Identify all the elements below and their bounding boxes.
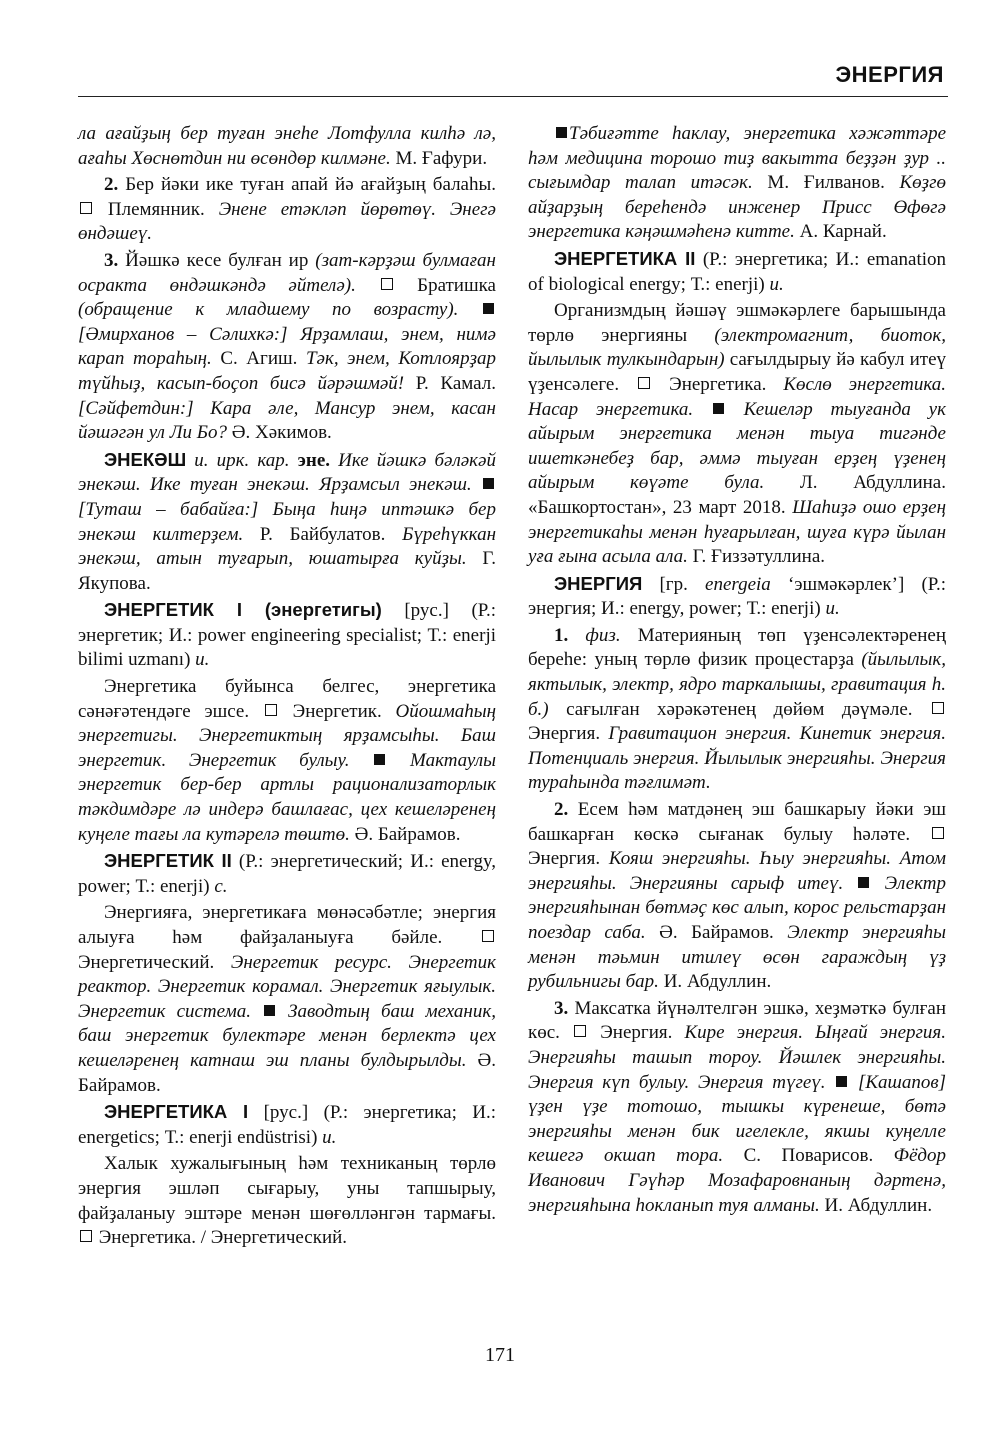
citation: И. Абдуллин. xyxy=(819,1194,933,1216)
open-square-icon xyxy=(574,1025,586,1037)
usage-note: (йылылык, яктылык, электр, ядро таркалышы, гравитация һ. б.) xyxy=(528,649,946,720)
definition: сағылған хәрәкәтенең дөйөм дәүмәле. xyxy=(548,698,930,720)
entry-energetika-1 xyxy=(78,1100,496,1150)
quote-text: Электр энергияһы менән тәьмин итилеү өсөн гараждың үҙ рубильнигы бар. xyxy=(528,922,946,993)
sense-number: 3. xyxy=(554,997,569,1019)
translation: Племянник. xyxy=(94,198,219,220)
translation: Энергетика. xyxy=(652,373,784,395)
filled-square-icon xyxy=(836,1076,847,1087)
usage-note: (обращение к младшему по возрасту). xyxy=(78,299,459,321)
cross-reference: эне. xyxy=(297,449,330,471)
definition: Максатка йүнәлтелгән эшкә, хеҙмәткә булған көс. xyxy=(528,997,946,1044)
grammar-note: с. xyxy=(214,875,228,897)
sense-number: 1. xyxy=(554,624,569,646)
grammar-note: и. ирк. кар. xyxy=(186,449,298,471)
entry-definition xyxy=(78,901,496,1098)
entry-definition xyxy=(78,1152,496,1250)
headword: ЭНЕКӘШ xyxy=(104,448,187,470)
headword: ЭНЕРГИЯ xyxy=(554,572,643,594)
headword: ЭНЕРГЕТИК I (энергетигы) xyxy=(104,599,382,621)
entry-definition xyxy=(78,675,496,847)
filled-square-icon xyxy=(483,303,494,314)
definition: Материяның төп үҙенсәлектәренең береһе: уның төрлө физик процестарҙа xyxy=(528,624,947,671)
filled-square-icon xyxy=(374,754,385,765)
definition: Есем һәм матдәнең эш башкарыу йәки эш башкарған көскә сығанак булыу һәләте. xyxy=(528,799,946,845)
example-text: ла ағайҙың бер туған энеһе Лотфулла килһә лә, ағаһы Хөснөтдин ни өсөндөр килмәне. xyxy=(78,123,496,169)
definition: Энергияға, энергетикаға мөнәсәбәтле; энергия алыуға һәм файҙаланыуға бәйле. xyxy=(78,902,496,948)
quote-text: Көҙгө айҙарҙың береһендә инженер Присс Өфөгә энергетика кәңәшмәһенә китте. xyxy=(528,172,946,243)
entry-continuation xyxy=(528,122,946,245)
citation: Ә. Байрамов. xyxy=(645,922,788,943)
page-number: 171 xyxy=(485,1344,515,1366)
example-text: Энергетик ресурс. Энергетик реактор. Энергетик корамал. Энергетик яғыулык. Энергетик система. xyxy=(78,951,496,1022)
usage-note: (электромагнит, биоток, йылылык тулкындарын) xyxy=(528,324,946,371)
quote-text: Бүреһүккан энекәш, атын туғарып, юшатырға куйҙы. xyxy=(78,523,496,570)
citation: Ә. Байрамов. xyxy=(78,1049,496,1096)
example-text: Көслө энергетика. Насар энергетика. xyxy=(528,373,946,420)
headword: ЭНЕРГЕТИК II xyxy=(104,850,232,872)
filled-square-icon xyxy=(858,877,869,888)
open-square-icon xyxy=(932,702,944,714)
translation: Энергия. xyxy=(528,723,609,745)
citation: Л. Абдуллина. «Башкортостан», 23 март 2018. xyxy=(528,472,946,518)
sense-3 xyxy=(78,249,496,446)
entry-enekash xyxy=(78,448,496,597)
citation: А. Карнай. xyxy=(794,221,887,243)
open-square-icon xyxy=(80,202,92,214)
quote-text: Мактаулы энергетик бер-бер артлы рационализаторлык тәкдимдәре лә индерә башлағас, цех кешеләренең куңеле тағы ла кутәрелә төштө. xyxy=(78,749,496,845)
right-column xyxy=(528,122,946,1220)
sense-1 xyxy=(528,624,946,796)
headword: ЭНЕРГЕТИКА I xyxy=(104,1101,249,1123)
domain-label: физ. xyxy=(568,624,621,646)
entry-energetik-1 xyxy=(78,598,496,673)
filled-square-icon xyxy=(713,403,724,414)
filled-square-icon xyxy=(556,127,567,138)
usage-note: (зат-кәрҙәш булмаған осракта өндәшкәндә әйтелә). xyxy=(78,249,496,296)
open-square-icon xyxy=(265,704,277,716)
etymology: [рус.] (Р.: энергетика; И.: energetics; Т.: enerji endüstrisi) xyxy=(78,1102,496,1148)
grammar-note: и. xyxy=(195,649,210,671)
citation: Г. Ғиззәтуллина. xyxy=(687,546,826,568)
citation: С. Поварисов. xyxy=(723,1145,894,1167)
translation: Энергетик. xyxy=(278,700,396,722)
etymology: (Р.: энергетический; И.: energy, power; Т.: enerji) xyxy=(78,851,496,897)
grammar-note: и. xyxy=(322,1126,337,1148)
quote-text: Электр энергияһынан бөтмәҫ көс алып, корос рельстарҙан поездар саба. xyxy=(528,872,946,943)
citation: Ә. Байрамов. xyxy=(349,823,461,845)
citation: Р. Камал. xyxy=(404,372,496,394)
example-text: Энене етәкләп йөрөтөү. Энегә өндәшеү. xyxy=(78,198,496,245)
etymology: [гр. xyxy=(642,573,706,595)
filled-square-icon xyxy=(264,1005,275,1016)
quote-text: Тәбиғәтте һаклау, энергетика хәжәттәре һәм медицина торошо тиҙ вакытта беҙҙән ҙур .. сығымдар талап итәсәк. xyxy=(528,123,946,194)
quote-text: Тәк, энем, Котлоярҙар түйһыҙ, касып-боҫоп бисә йәрәшмәй! xyxy=(78,348,496,394)
headword: ЭНЕРГЕТИКА II xyxy=(554,247,696,269)
citation: Р. Байбулатов. xyxy=(243,523,403,545)
sense-3 xyxy=(528,997,946,1218)
grammar-note: и. xyxy=(825,598,840,620)
quote-text: [Кашапов] үҙен үҙе тотошо, тышкы күренеше, бөтә энергияһы менән бик игелекле, якшы куңелле кешегә окшап тора. xyxy=(528,1071,946,1167)
quote-text: Кешеләр тыуғанда ук айырым энергетика менән тыуа тигәнде ишеткәнебеҙ бар, әммә тыуған ерҙең үҙенең айырым көүәте була. xyxy=(528,398,946,494)
running-head: ЭНЕРГИЯ xyxy=(835,62,944,87)
quote-text: [Туташ – бабайға:] Быңа һиңә иптәшкә бер энекәш килтерҙем. xyxy=(78,498,496,545)
page-header xyxy=(78,60,948,97)
entry-energetika-2 xyxy=(528,247,946,297)
sense-number: 2. xyxy=(554,799,569,821)
entry-energetik-2 xyxy=(78,849,496,899)
quote-text: Шаһиҙә ошо ерҙең энергетикаһы менән һуғарылған, шуға күрә йылан уға ғына асыла ала. xyxy=(528,496,947,568)
citation: Ә. Хәкимов. xyxy=(227,422,332,444)
quote-text: [Әмирханов – Сәлихкә:] Ярҙамлаш, энем, нимә карап тораһың. xyxy=(78,323,496,370)
example-text: Гравитацион энергия. Кинетик энергия. Потенциаль энергия. Йылылык энергияһы. Энергия тураһында тәғлимәт. xyxy=(528,723,946,794)
sense-number: 2. xyxy=(104,174,119,196)
translation: Энергетический. xyxy=(78,951,231,973)
example-text: Кире энергия. Ыңғай энергия. Энергияһы ташып тороу. Йәшлек энергияһы. Энергия күп булыу. Энергия түгеү. xyxy=(528,1022,946,1093)
entry-definition xyxy=(528,299,946,570)
citation: И. Абдуллин. xyxy=(658,971,772,993)
definition: Энергетика буйынса белгес, энергетика сәнәғәтендәге эшсе. xyxy=(78,676,496,722)
citation: Г. Якупова. xyxy=(78,548,497,594)
etymology-word: energeia xyxy=(705,573,771,595)
sense-2 xyxy=(528,798,946,995)
etymology: (Р.: энергетика; И.: emanation of biological energy; Т.: enerji) xyxy=(528,248,946,295)
quote-text: Заводтың баш механик, баш энергетик булектәре менән берлектә цех кешеләренең катнаш эш планы булдырылды. xyxy=(78,1000,496,1071)
sense-2 xyxy=(78,173,496,247)
etymology: [рус.] (Р.: энергетик; И.: power engineering specialist; Т.: enerji bilimi uzmanı) xyxy=(78,600,496,671)
entry-energiya xyxy=(528,572,946,622)
open-square-icon xyxy=(932,827,944,839)
open-square-icon xyxy=(482,930,494,942)
translation: Энергия. xyxy=(528,848,609,870)
open-square-icon xyxy=(638,377,650,389)
translation: Братишка xyxy=(394,274,496,296)
citation: М. Ғилванов. xyxy=(752,172,900,194)
example-text: Кояш энергияһы. Һыу энергияһы. Атом энергияһы. Энергияны сарыф итеү. xyxy=(528,848,946,894)
definition: Халык хужалығының һәм техниканың төрлө энергия эшләп сығарыу, уны тапшырыу, файҙаланыу эштәре менән шөғөлләнгән тармағы. xyxy=(78,1153,496,1224)
definition: Организмдың йәшәү эшмәкәрлеге барышында төрлө энергияны xyxy=(528,300,946,346)
definition: Йәшкә кесе булған ир xyxy=(118,249,316,271)
translation: Энергия. xyxy=(588,1022,685,1044)
open-square-icon xyxy=(381,278,393,290)
filled-square-icon xyxy=(483,478,494,489)
sense-number: 3. xyxy=(104,249,119,271)
quote-text: [Сәйфетдин:] Кара әле, Мансур энем, касан йәшәгән ул Ли Бо? xyxy=(78,397,496,444)
left-column xyxy=(78,122,496,1253)
definition: Бер йәки ике туған апай йә ағайҙың балаһы. xyxy=(118,174,496,196)
quote-text: Фёдор Иванович Гәүһәр Мозафаровнаның дәртенә, энергияһына һокланып туя алманы. xyxy=(528,1145,946,1216)
entry-continuation xyxy=(78,122,496,171)
citation: С. Агиш. xyxy=(211,348,306,370)
definition: сағылдырыу йә кабул итеү үҙенсәлеге. xyxy=(528,349,947,395)
etymology: ‘эшмәкәрлек’] (Р.: энергия; И.: energy, power; Т.: enerji) xyxy=(528,573,946,620)
open-square-icon xyxy=(80,1230,92,1242)
example-text: Ойошмаһың энергетигы. Энергетиктың ярҙамсыһы. Баш энергетик. Энергетик булыу. xyxy=(78,700,496,771)
translation: Энергетика. / Энергетический. xyxy=(94,1227,348,1249)
citation: М. Ғафури. xyxy=(390,147,488,169)
grammar-note: и. xyxy=(769,273,784,295)
example-text: Ике йәшкә бәләкәй энекәш. Ике туған энекәш. Ярҙамсыл энекәш. xyxy=(78,449,496,496)
